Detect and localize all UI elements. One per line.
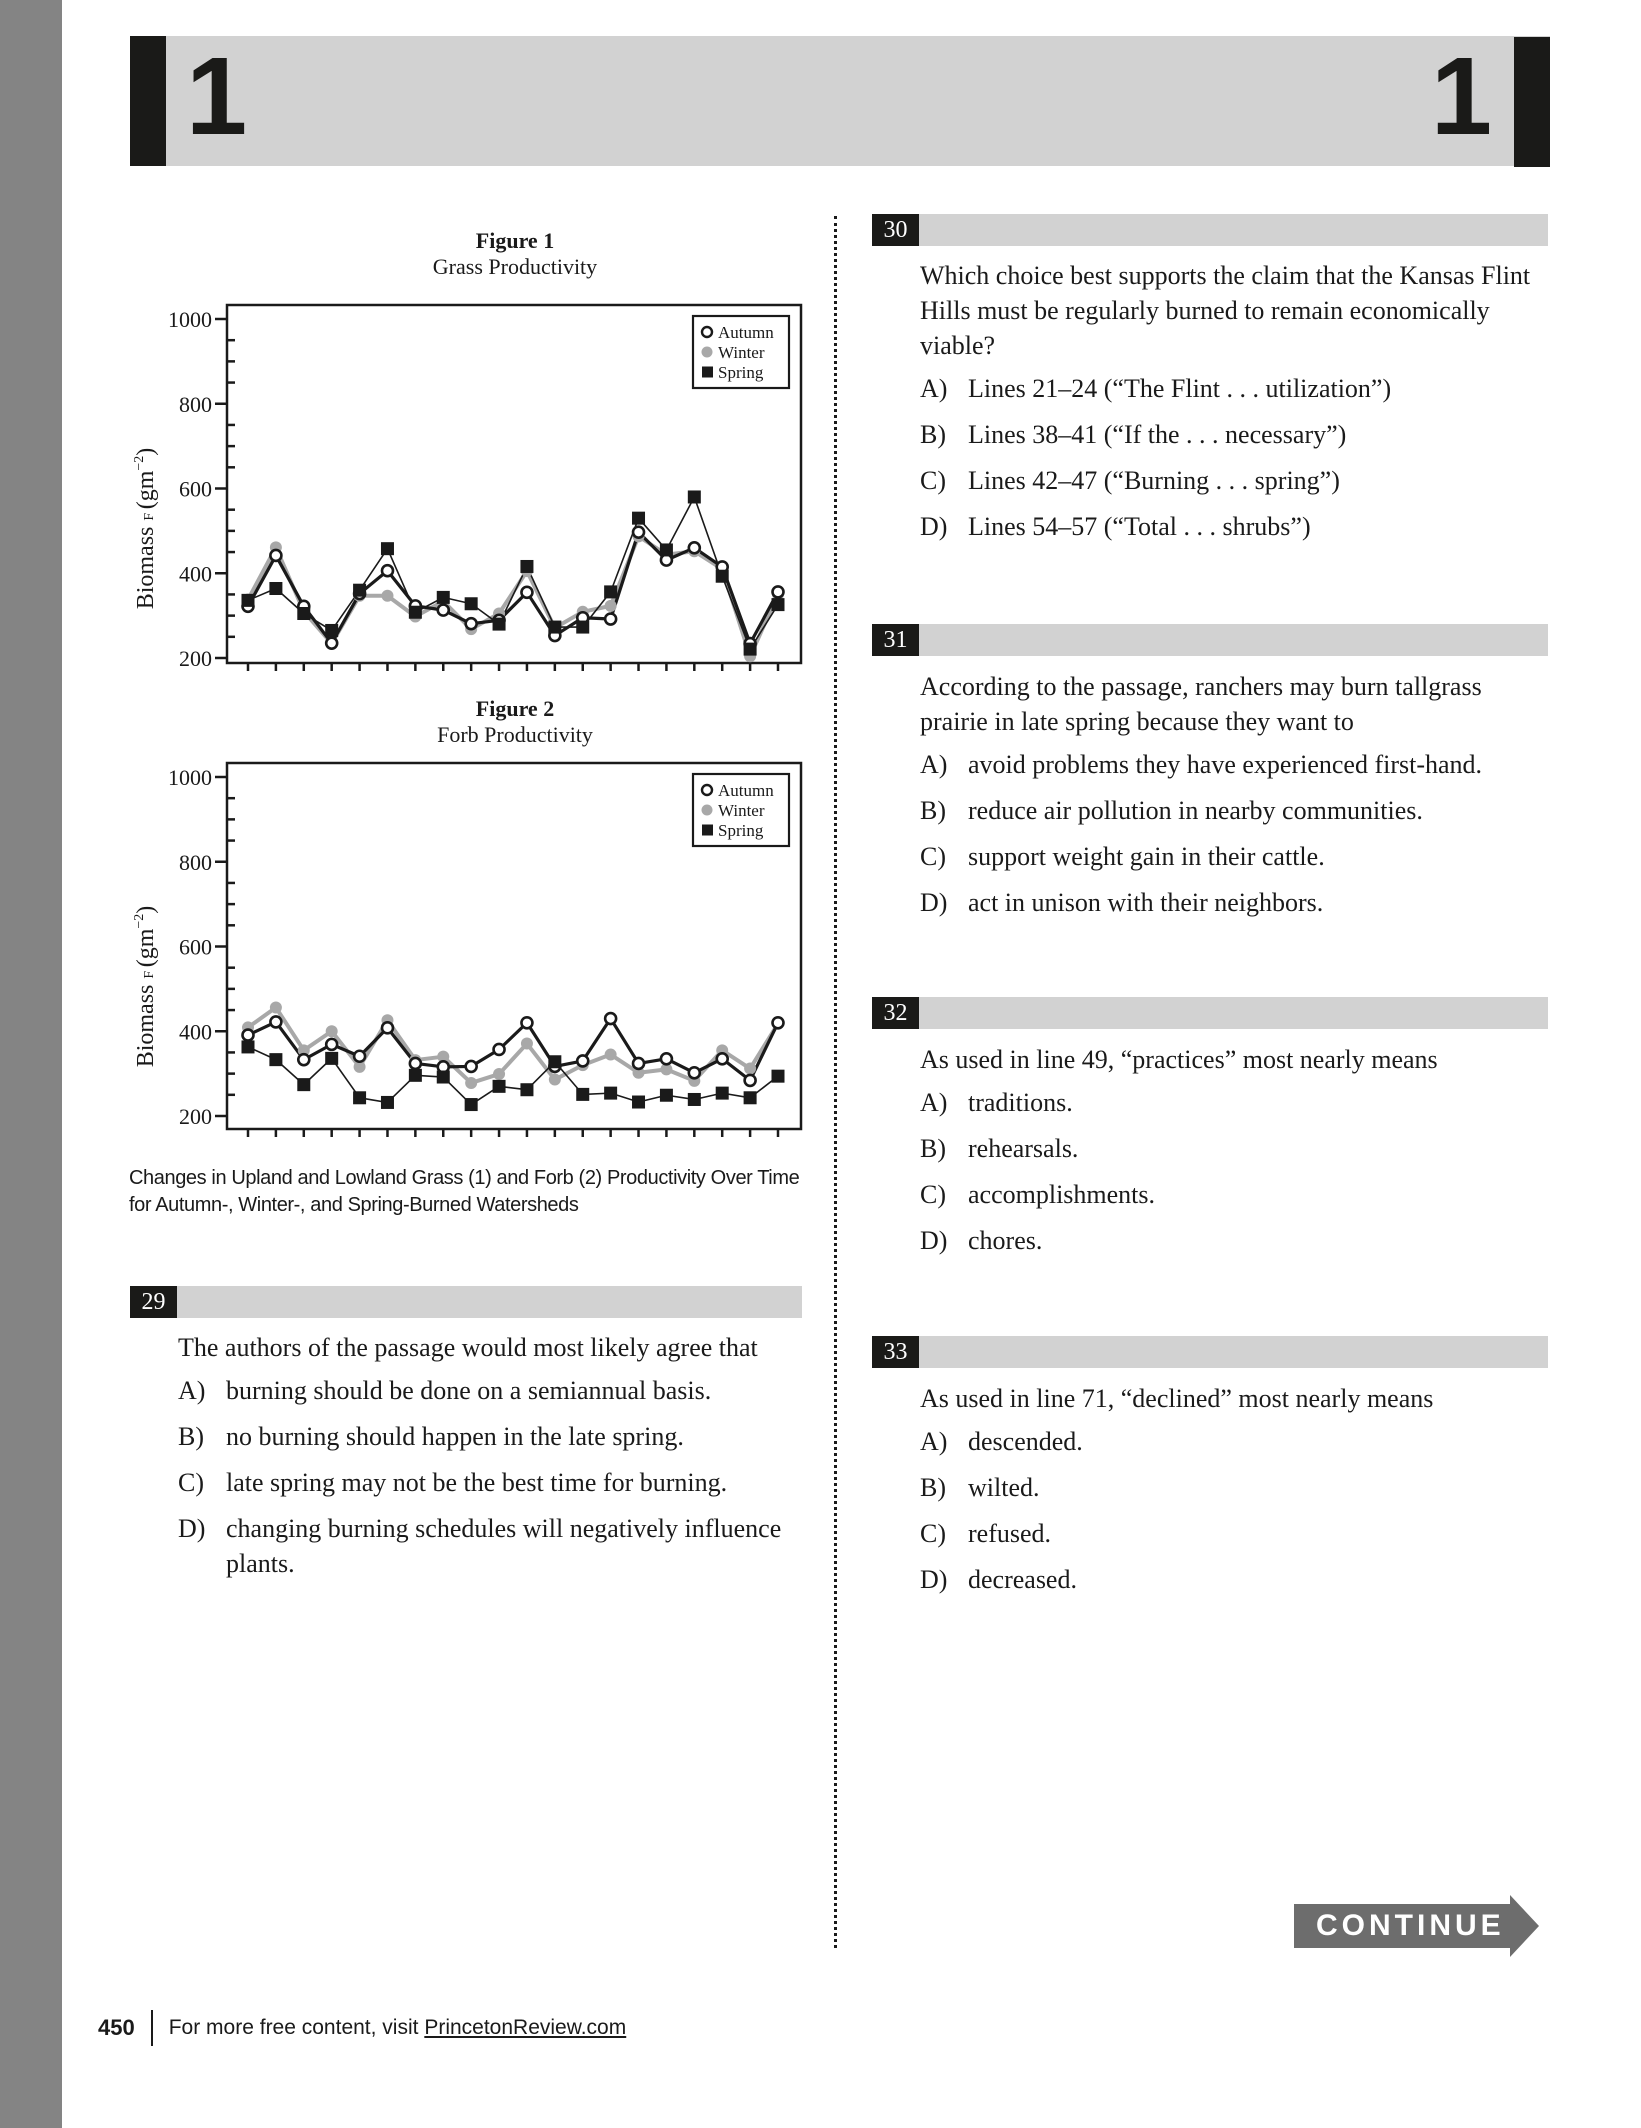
- choice-letter: B): [178, 1422, 204, 1451]
- continue-button[interactable]: [1294, 1895, 1542, 1955]
- choice-letter: D): [178, 1514, 206, 1543]
- answer-choice-a[interactable]: [920, 1424, 1550, 1459]
- choice-letter: C): [920, 1519, 946, 1548]
- svg-text:Autumn: Autumn: [718, 323, 774, 342]
- choice-letter: C): [920, 466, 946, 495]
- figure-caption: Changes in Upland and Lowland Grass (1) and Forb (2) Productivity Over Time for Autumn-, Winter-, and Spring-Burned Watersheds: [129, 1167, 800, 1216]
- answer-choice-c[interactable]: [920, 1177, 1550, 1212]
- choice-letter: D): [920, 512, 948, 541]
- question-29-header: [130, 1286, 802, 1318]
- choice-letter: D): [920, 1226, 948, 1255]
- choice-text: refused.: [968, 1519, 1052, 1548]
- question-number: 30: [872, 214, 919, 246]
- question-30: [920, 258, 1550, 555]
- question-stem: As used in line 49, “practices” most nearly means: [920, 1045, 1438, 1074]
- choice-text: avoid problems they have experienced first-hand.: [968, 750, 1483, 779]
- choice-letter: C): [178, 1468, 204, 1497]
- arrow-right-icon: [1510, 1895, 1539, 1957]
- choice-text: changing burning schedules will negatively influence plants.: [226, 1514, 782, 1578]
- svg-text:800: 800: [179, 849, 212, 875]
- answer-choice-a[interactable]: [178, 1373, 798, 1408]
- choice-text: reduce air pollution in nearby communities.: [968, 796, 1423, 825]
- choice-text: traditions.: [968, 1088, 1073, 1117]
- choice-text: Lines 38–41 (“If the . . . necessary”): [968, 420, 1347, 449]
- choice-text: descended.: [968, 1427, 1083, 1456]
- choice-text: chores.: [968, 1226, 1043, 1255]
- svg-text:200: 200: [179, 1104, 212, 1129]
- choice-text: act in unison with their neighbors.: [968, 888, 1324, 917]
- svg-text:Autumn: Autumn: [718, 781, 774, 800]
- question-number: 32: [872, 997, 919, 1029]
- question-stem: According to the passage, ranchers may burn tallgrass prairie in late spring because they want to: [920, 672, 1482, 736]
- answer-choice-b[interactable]: [920, 1131, 1550, 1166]
- figure-2-label: Figure 2: [475, 696, 555, 721]
- svg-text:Winter: Winter: [718, 343, 765, 362]
- section-number-left: 1: [186, 35, 248, 158]
- figure-2-subtitle: Forb Productivity: [437, 722, 593, 747]
- choice-text: no burning should happen in the late spring.: [226, 1422, 684, 1451]
- question-number: 33: [872, 1336, 919, 1368]
- question-stem: As used in line 71, “declined” most nearly means: [920, 1384, 1434, 1413]
- svg-text:400: 400: [179, 1019, 212, 1045]
- answer-choice-c[interactable]: [920, 839, 1550, 874]
- svg-text:Biomass F (gm−2): Biomass F $(gm^{-2})$: [132, 447, 159, 610]
- svg-text:Winter: Winter: [718, 801, 765, 820]
- choice-text: Lines 21–24 (“The Flint . . . utilization”): [968, 374, 1392, 403]
- svg-text:Spring: Spring: [718, 363, 764, 382]
- svg-text:Biomass F (gm−2): Biomass F $(gm^{-2})$: [132, 905, 159, 1068]
- choice-letter: D): [920, 888, 948, 917]
- page-number: 450: [98, 2015, 135, 2040]
- svg-text:200: 200: [179, 646, 212, 671]
- question-32-header: [872, 997, 1548, 1029]
- choice-text: decreased.: [968, 1565, 1077, 1594]
- choice-letter: D): [920, 1565, 948, 1594]
- question-29: [178, 1330, 798, 1592]
- footer-text: For more free content, visit: [168, 2016, 425, 2039]
- svg-text:800: 800: [179, 391, 212, 417]
- svg-text:1000: 1000: [168, 307, 212, 332]
- answer-choice-a[interactable]: [920, 371, 1550, 406]
- continue-button-label: CONTINUE: [1316, 1909, 1505, 1942]
- question-number: 31: [872, 624, 919, 656]
- answer-choice-d[interactable]: [920, 509, 1550, 544]
- choice-letter: A): [178, 1376, 206, 1405]
- answer-choice-d[interactable]: [920, 1562, 1550, 1597]
- choice-letter: B): [920, 1134, 946, 1163]
- question-32: [920, 1042, 1550, 1269]
- footer-separator: [151, 2010, 153, 2046]
- choice-text: burning should be done on a semiannual basis.: [226, 1376, 712, 1405]
- choice-text: wilted.: [968, 1473, 1040, 1502]
- question-33-header: [872, 1336, 1548, 1368]
- section-number-right: 1: [1430, 35, 1492, 158]
- answer-choice-a[interactable]: [920, 1085, 1550, 1120]
- choice-letter: A): [920, 374, 948, 403]
- choice-letter: B): [920, 420, 946, 449]
- question-33: [920, 1381, 1550, 1608]
- question-number: 29: [130, 1286, 177, 1318]
- answer-choice-d[interactable]: [920, 1223, 1550, 1258]
- answer-choice-c[interactable]: [920, 463, 1550, 498]
- choice-text: accomplishments.: [968, 1180, 1156, 1209]
- answer-choice-d[interactable]: [920, 885, 1550, 920]
- figure-1-subtitle: Grass Productivity: [432, 254, 598, 279]
- page-footer: [98, 2008, 626, 2048]
- choice-letter: C): [920, 1180, 946, 1209]
- choice-text: late spring may not be the best time for burning.: [226, 1468, 728, 1497]
- svg-text:Spring: Spring: [718, 821, 764, 840]
- answer-choice-d[interactable]: [178, 1511, 798, 1581]
- svg-text:400: 400: [179, 561, 212, 587]
- choice-letter: A): [920, 1088, 948, 1117]
- choice-letter: B): [920, 796, 946, 825]
- princeton-review-link[interactable]: PrincetonReview.com: [424, 2016, 627, 2039]
- choice-letter: B): [920, 1473, 946, 1502]
- choice-text: Lines 54–57 (“Total . . . shrubs”): [968, 512, 1311, 541]
- svg-text:600: 600: [179, 476, 212, 502]
- question-30-header: [872, 214, 1548, 246]
- figure-1-label: Figure 1: [475, 228, 555, 253]
- answer-choice-a[interactable]: [920, 747, 1550, 782]
- question-stem: The authors of the passage would most likely agree that: [178, 1333, 758, 1362]
- answer-choice-c[interactable]: [178, 1465, 798, 1500]
- question-31-header: [872, 624, 1548, 656]
- answer-choice-b[interactable]: [178, 1419, 798, 1454]
- choice-text: support weight gain in their cattle.: [968, 842, 1325, 871]
- answer-choice-b[interactable]: [920, 417, 1550, 452]
- question-stem: Which choice best supports the claim that the Kansas Flint Hills must be regularly burned to remain economically viable?: [920, 261, 1531, 360]
- column-divider: [834, 216, 837, 1948]
- svg-text:1000: 1000: [168, 765, 212, 790]
- choice-letter: C): [920, 842, 946, 871]
- choice-text: rehearsals.: [968, 1134, 1079, 1163]
- question-31: [920, 669, 1550, 931]
- svg-text:600: 600: [179, 934, 212, 960]
- choice-text: Lines 42–47 (“Burning . . . spring”): [968, 466, 1340, 495]
- answer-choice-c[interactable]: [920, 1516, 1550, 1551]
- choice-letter: A): [920, 1427, 948, 1456]
- answer-choice-b[interactable]: [920, 1470, 1550, 1505]
- answer-choice-b[interactable]: [920, 793, 1550, 828]
- choice-letter: A): [920, 750, 948, 779]
